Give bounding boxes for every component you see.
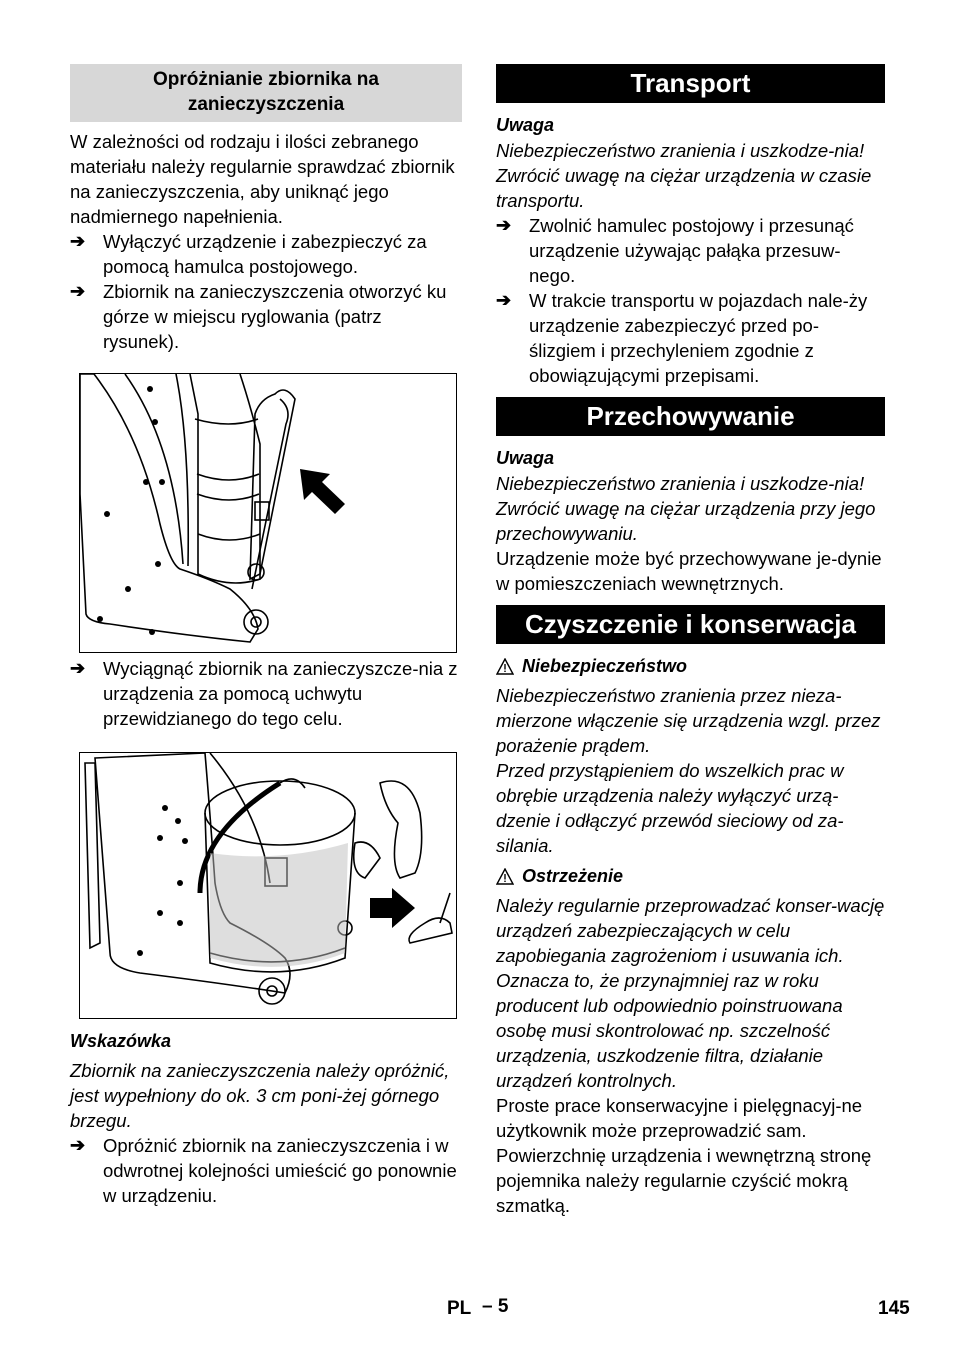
illustration-open-container (79, 373, 457, 653)
warning-text: Należy regularnie przeprowadzać konser-wację urządzeń zabezpieczających w celu zapobiegania zagrożeniom i usuwania ich. Oznacza to, że przynajmniej raz w roku producent lub odpowiednio poinstruowana osobę musi skontrolować np. szczelność urządzenia, uszkodzenie filtra, działanie urządzeń kontrolnych. (496, 895, 885, 1091)
hint-text: Zbiornik na zanieczyszczenia należy opróżnić, jest wypełniony do ok. 3 cm poni-żej górnego brzegu. (70, 1060, 450, 1131)
arrow-right-icon: ➔ (496, 290, 512, 310)
storage-text: Urządzenie może być przechowywane je-dynie w pomieszczeniach wewnętrznych. (496, 548, 882, 594)
warning-title: Ostrzeżenie (522, 866, 624, 886)
maintenance-text-2: Powierzchnię urządzenia i wewnętrzną stronę pojemnika należy regularnie czyścić mokrą szmatką. (496, 1145, 872, 1216)
container-removal-illustration (80, 753, 456, 1018)
hint-title: Wskazówka (70, 1031, 172, 1051)
arrow-right-icon: ➔ (496, 215, 512, 235)
arrow-right-icon: ➔ (70, 1135, 86, 1155)
section-heading-maintenance: Czyszczenie i konserwacja (496, 605, 885, 644)
transport-note-title: Uwaga (496, 115, 555, 135)
section-heading-emptying: Opróżnianie zbiornika na zanieczyszczenia (70, 64, 462, 122)
step-item: ➔ Wyciągnąć zbiornik na zanieczyszcze-nia z urządzenia za pomocą uchwytu przewidzianego do tego celu. (70, 658, 458, 729)
step-item: ➔ Zwolnić hamulec postojowy i przesunąć urządzenie używając pałąka przesuw-nego. (496, 215, 854, 286)
danger-heading (496, 654, 885, 679)
emptying-intro: W zależności od rodzaju i ilości zebranego materiału należy regularnie sprawdzać zbiornik na zanieczyszczenia, aby uniknąć jego nadmiernego napełnienia. (70, 131, 455, 227)
warning-triangle-icon (496, 868, 514, 885)
danger-text: Niebezpieczeństwo zranienia przez nieza-mierzone włączenie się urządzenia wzgl. przez porażenie prądem. (496, 685, 881, 756)
arrow-right-icon: ➔ (70, 658, 86, 678)
page-number: 145 (878, 1298, 910, 1319)
direction-arrow-right-icon (370, 888, 415, 928)
step-item: ➔ Wyłączyć urządzenie i zabezpieczyć za pomocą hamulca postojowego. (70, 231, 427, 277)
right-column (496, 64, 885, 1218)
step-item: ➔ Opróżnić zbiornik na zanieczyszczenia i w odwrotnej kolejności umieścić go ponownie w urządzeniu. (70, 1135, 457, 1206)
footer-page-section: – 5 (482, 1296, 509, 1317)
section-heading-transport: Transport (496, 64, 885, 103)
section-heading-storage: Przechowywanie (496, 397, 885, 436)
danger-text-2: Przed przystąpieniem do wszelkich prac w obrębie urządzenia należy wyłączyć urzą-dzenie i odłączyć przewód sieciowy od za-silania. (496, 760, 844, 856)
direction-arrow-icon (300, 469, 345, 514)
step-item: ➔ W trakcie transportu w pojazdach nale-ży urządzenie zabezpieczyć przed po-ślizgiem i przechyleniem zgodnie z obowiązującymi przepisami. (496, 290, 868, 386)
step-item: ➔ Zbiornik na zanieczyszczenia otworzyć ku górze w miejscu ryglowania (patrz rysunek). (70, 281, 447, 352)
left-column (70, 64, 462, 1208)
machine-open-illustration (80, 374, 456, 652)
storage-note-text: Niebezpieczeństwo zranienia i uszkodze-nia! Zwrócić uwagę na ciężar urządzenia przy jego przechowywaniu. (496, 473, 876, 544)
arrow-right-icon: ➔ (70, 231, 86, 251)
danger-title: Niebezpieczeństwo (522, 656, 688, 676)
storage-note-title: Uwaga (496, 448, 555, 468)
illustration-remove-container (79, 752, 457, 1019)
footer-lang: PL (447, 1298, 472, 1319)
maintenance-text-1: Proste prace konserwacyjne i pielęgnacyj-ne użytkownik może przeprowadzić sam. (496, 1095, 863, 1141)
arrow-right-icon: ➔ (70, 281, 86, 301)
transport-note-text: Niebezpieczeństwo zranienia i uszkodze-nia! Zwrócić uwagę na ciężar urządzenia w czasie transportu. (496, 140, 872, 211)
warning-heading (496, 864, 885, 889)
warning-triangle-icon (496, 658, 514, 675)
